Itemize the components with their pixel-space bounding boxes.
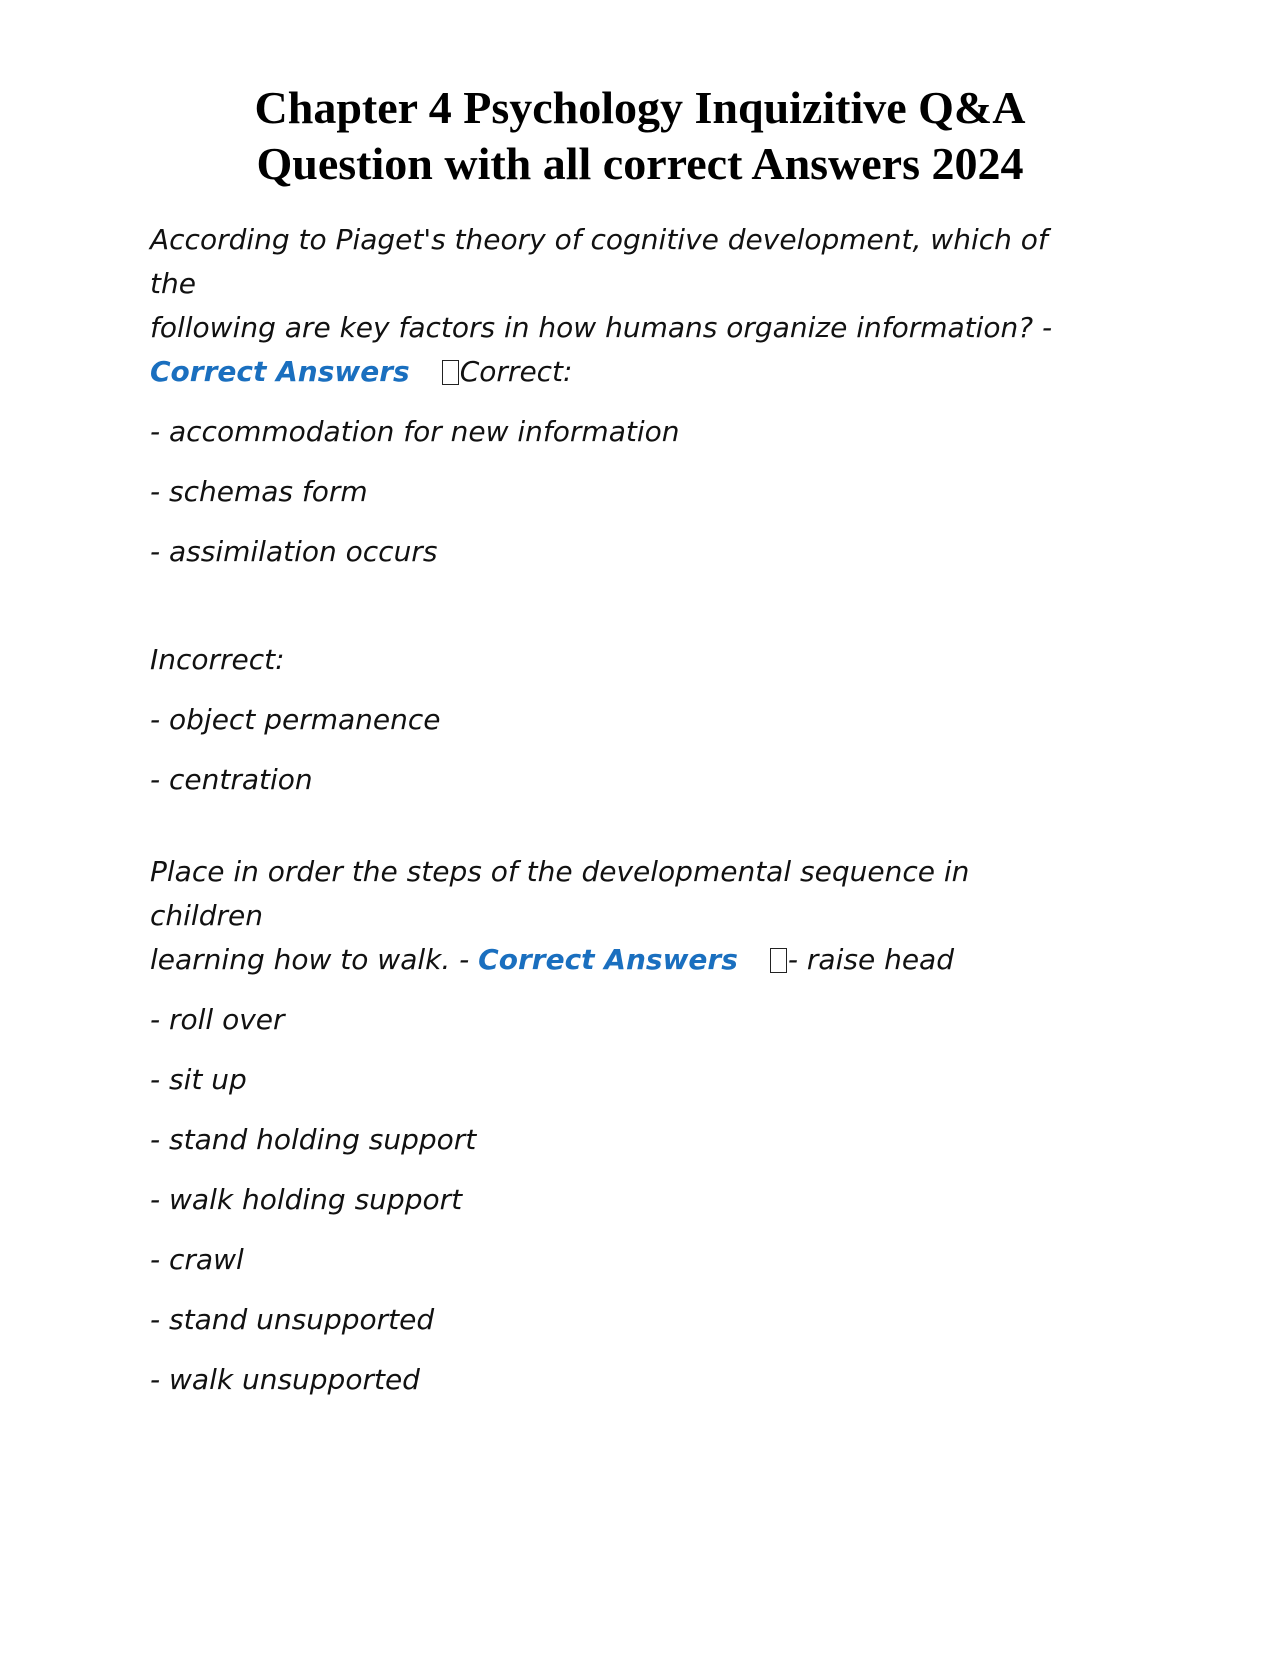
list-item: - schemas form: [150, 475, 368, 508]
correct-answers-label-2: Correct Answers: [478, 943, 738, 976]
document-title: [150, 80, 1130, 192]
title-line-2: Question with all correct Answers 2024: [256, 138, 1024, 189]
incorrect-label: Incorrect:: [150, 643, 285, 676]
checkbox-glyph-icon: [442, 360, 459, 385]
qa-block-1: [150, 218, 1090, 802]
list-item: - object permanence: [150, 703, 441, 736]
answer-1-first: Correct:: [459, 355, 573, 388]
list-item: - stand holding support: [150, 1123, 477, 1156]
list-item: - sit up: [150, 1063, 247, 1096]
question-2-line-2: learning how to walk. -: [150, 943, 470, 976]
title-line-1: Chapter 4 Psychology Inquizitive Q&A: [254, 82, 1026, 133]
question-2: [150, 850, 1090, 982]
list-item: - walk holding support: [150, 1183, 463, 1216]
question-1-line-1: According to Piaget's theory of cognitive development, which of the: [150, 223, 1048, 300]
question-2-line-1: Place in order the steps of the developmental sequence in children: [150, 855, 970, 932]
answer-2-first: - raise head: [787, 943, 954, 976]
list-item: - assimilation occurs: [150, 535, 438, 568]
qa-block-2: [150, 850, 1090, 1402]
question-1: [150, 218, 1090, 394]
checkbox-glyph-icon: [770, 948, 787, 973]
correct-answers-label-1: Correct Answers: [150, 355, 410, 388]
document-body: [150, 218, 1090, 1402]
list-item: - roll over: [150, 1003, 285, 1036]
list-item: - accommodation for new information: [150, 415, 680, 448]
list-item: - stand unsupported: [150, 1303, 435, 1336]
list-item: - crawl: [150, 1243, 244, 1276]
list-item: - centration: [150, 763, 313, 796]
list-item: - walk unsupported: [150, 1363, 420, 1396]
question-1-line-2: following are key factors in how humans organize information? -: [150, 311, 1053, 344]
